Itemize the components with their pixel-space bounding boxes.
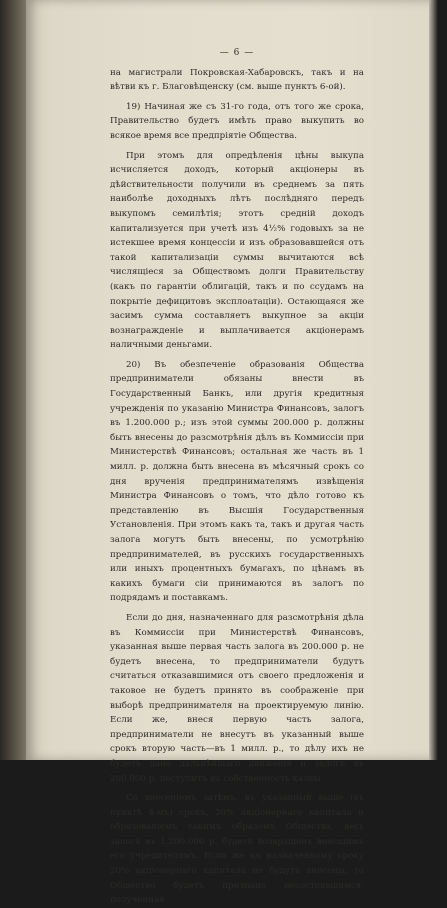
page-text	[110, 46, 364, 908]
page-number: — 6 —	[219, 48, 255, 58]
paragraph-continuation: на магистрали Покровская-Хабаровскъ, такъ и на вѣтви къ г. Благовѣщенску (см. выше пунктъ 6-ой).	[110, 67, 364, 93]
page-edge	[429, 0, 438, 760]
paragraph-deposit-condition: Если до дня, назначеннаго для разсмотрѣнія дѣла въ Коммиссіи при Министерствѣ Финансовъ, указанная выше первая часть залога въ 200.000 р. не будетъ внесена, то предприниматели будутъ считаться отказавшимися отъ своего предложенія и таковое не будетъ принято въ соображеніе при выборѣ предпринимателя на проектируемую линію. Если же, внеся первую часть залога, предприниматели не внесутъ въ указанный выше срокъ вторую часть—въ 1 милл. р., то дѣлу ихъ не будетъ дано дальнѣйшаго движенія и залогъ въ 200.000 р. поступитъ въ собственность казны.	[110, 612, 364, 784]
paragraph-deposit-return: Со внесеніемъ затѣмъ, въ указанный выше (въ пунктѣ 4-мъ) срокъ, 20% акціонернаго капитала и образованіемъ такимъ образомъ Общества, весь залогъ въ 1.200.000 р. будетъ возвращенъ внесшимъ его учредителямъ. Если же къ назначенному сроку 20% акціонернаго капитала не будутъ внесены, то Общество будетъ признано несостоявшимся, полученная	[110, 793, 364, 906]
paragraph-19: 19) Начиная же съ 31-го года, отъ того же срока, Правительство будетъ имѣть право выкупить во всякое время все предпріятіе Общества.	[110, 101, 364, 141]
paragraph-20: 20) Въ обезпеченіе образованія Общества предприниматели обязаны внести въ Государственный Банкъ, или другія кредитныя учрежденія по указанію Министра Финансовъ, залогъ въ 1.200.000 р.; изъ этой суммы 200.000 р. должны быть внесены до разсмотрѣнія дѣлъ въ Коммиссіи при Министерствѣ Финансовъ; остальная же часть въ 1 милл. р. должна быть внесена въ мѣсячный срокъ со дня врученія предпринимателямъ извѣщенія Министра Финансовъ о томъ, что дѣло готово къ представленію въ Высшія Государственныя Установленія. При этомъ какъ та, такъ и другая часть залога могутъ быть внесены, по усмотрѣнію предпринимателей, въ русскихъ государственныхъ или иныхъ процентныхъ бумагахъ, по цѣнамъ въ какихъ бумаги сіи принимаются въ залогъ по подрядамъ и поставкамъ.	[110, 359, 364, 604]
paragraph-buyout-price: При этомъ для опредѣленія цѣны выкупа исчисляется доходъ, который акціонеры въ дѣйствительности получили въ среднемъ за пять наиболѣе доходныхъ лѣтъ послѣдняго передъ выкупомъ семилѣтія; этотъ средній доходъ капитализуется при учетѣ изъ 4½% годовыхъ за не истекшее время концессіи и изъ образовавшейся отъ такой капитализаціи суммы вычитаются всѣ числящіеся за Обществомъ долги Правительству (какъ по гарантіи облигацій, такъ и по ссудамъ на покрытіе дефицитовъ эксплоатаціи). Остающаяся же засимъ сумма составляетъ выкупное за акціи вознагражденіе и выплачивается акціонерамъ наличными деньгами.	[110, 150, 364, 351]
